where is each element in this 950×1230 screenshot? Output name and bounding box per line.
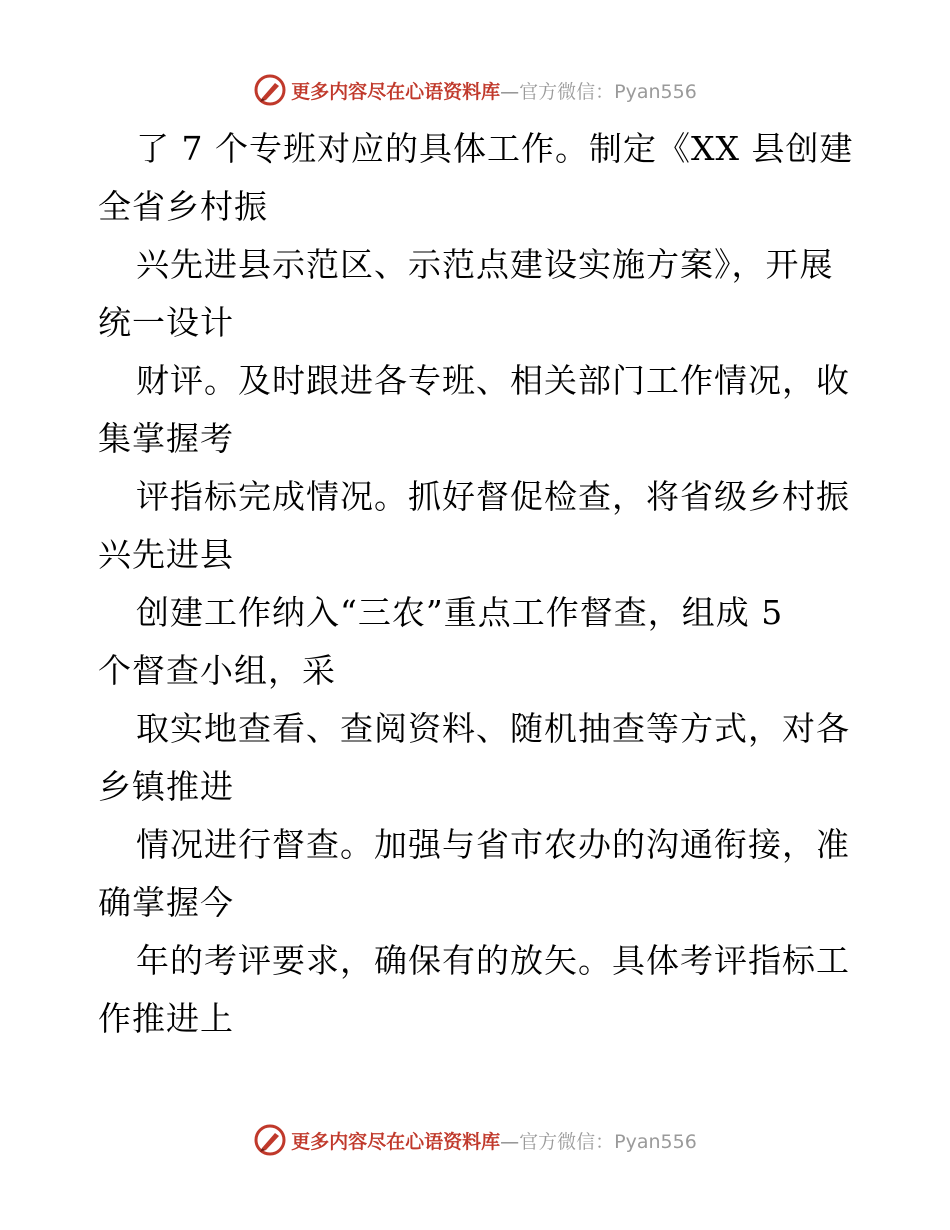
body-line: 全省乡村振 (98, 187, 268, 226)
header-brand: 更多内容尽在心语资料库 (291, 80, 501, 103)
footer-banner (0, 1120, 950, 1160)
body-line: 财评。及时跟进各专班、相关部门工作情况，收 (136, 361, 850, 400)
body-line: 统一设计 (98, 303, 234, 342)
body-line: 创建工作纳入“三农”重点工作督查，组成 5 (136, 593, 784, 632)
body-line: 兴先进县 (98, 535, 234, 574)
body-line: 年的考评要求，确保有的放矢。具体考评指标工 (136, 941, 850, 980)
body-line: 作推进上 (98, 999, 234, 1038)
header-wechat: 官方微信：Pyan556 (519, 80, 697, 103)
header-separator: — (500, 80, 520, 103)
pen-logo-icon (253, 1123, 287, 1157)
footer-separator: — (500, 1130, 520, 1153)
body-line: 兴先进县示范区、示范点建设实施方案》，开展 (136, 245, 834, 284)
header-banner (0, 70, 950, 110)
body-line: 了 7 个专班对应的具体工作。制定《XX 县创建 (136, 129, 854, 168)
body-line: 情况进行督查。加强与省市农办的沟通衔接，准 (136, 825, 850, 864)
body-line: 评指标完成情况。抓好督促检查，将省级乡村振 (136, 477, 850, 516)
body-line: 个督查小组，采 (98, 651, 336, 690)
pen-logo-icon (253, 73, 287, 107)
document-body (98, 120, 858, 1048)
footer-brand: 更多内容尽在心语资料库 (291, 1130, 501, 1153)
header-text (291, 77, 697, 104)
footer-wechat: 官方微信：Pyan556 (519, 1130, 697, 1153)
body-line: 确掌握今 (98, 883, 234, 922)
footer-text (291, 1127, 697, 1154)
body-line: 取实地查看、查阅资料、随机抽查等方式，对各 (136, 709, 850, 748)
body-line: 集掌握考 (98, 419, 234, 458)
body-line: 乡镇推进 (98, 767, 234, 806)
